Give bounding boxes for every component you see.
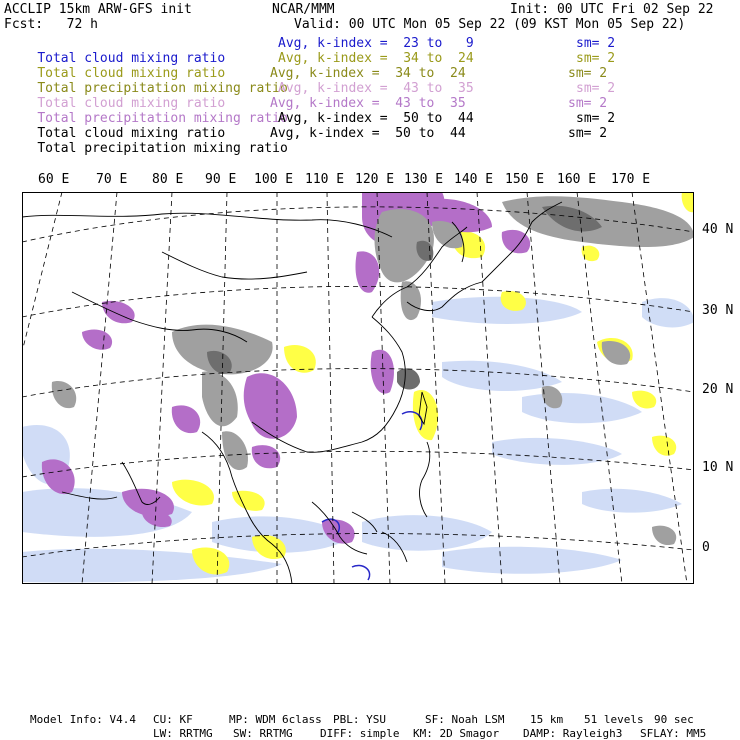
footer-item: SFLAY: MM5: [640, 727, 707, 740]
lat-label: 10 N: [702, 460, 734, 475]
legend-field: Total cloud mixing ratio: [37, 66, 226, 81]
lat-label: 30 N: [702, 303, 734, 318]
forecast-hour: Fcst: 72 h: [4, 17, 98, 32]
footer-item: SF: Noah LSM: [425, 713, 505, 726]
lon-label: 70 E: [96, 172, 128, 187]
footer-item: 15 km: [530, 713, 564, 726]
footer-item: MP: WDM 6class: [229, 713, 322, 726]
lon-label: 120 E: [355, 172, 395, 187]
lat-label: 20 N: [702, 382, 734, 397]
lon-label: 150 E: [505, 172, 545, 187]
valid-time: Valid: 00 UTC Mon 05 Sep 22 (09 KST Mon 05 Sep 22): [294, 17, 686, 32]
footer-item: SW: RRTMG: [233, 727, 293, 740]
legend-avg: Avg, k-index = 34 to 24: [278, 51, 474, 66]
lon-label: 60 E: [38, 172, 70, 187]
footer-item: LW: RRTMG: [153, 727, 213, 740]
legend-field: Total precipitation mixing ratio: [37, 111, 288, 126]
legend-sm: sm= 2: [576, 36, 616, 51]
lon-label: 90 E: [205, 172, 237, 187]
legend-field: Total cloud mixing ratio: [37, 51, 226, 66]
lon-label: 140 E: [454, 172, 494, 187]
footer-item: KM: 2D Smagor: [413, 727, 500, 740]
legend-avg: Avg, k-index = 43 to 35: [278, 81, 474, 96]
legend-avg: Avg, k-index = 23 to 9: [278, 36, 474, 51]
legend-sm: sm= 2: [576, 81, 616, 96]
legend-sm: sm= 2: [576, 51, 616, 66]
footer-item: Model Info: V4.4: [30, 713, 136, 726]
center-label: NCAR/MMM: [272, 2, 335, 17]
lon-label: 80 E: [152, 172, 184, 187]
init-time: Init: 00 UTC Fri 02 Sep 22: [510, 2, 714, 17]
legend-field: Total precipitation mixing ratio: [37, 141, 288, 156]
legend-sm: sm= 2: [568, 66, 608, 81]
legend-sm: sm= 2: [576, 111, 616, 126]
lon-label: 100 E: [254, 172, 294, 187]
legend-field: Total precipitation mixing ratio: [37, 81, 288, 96]
forecast-map: [22, 192, 694, 584]
lon-label: 160 E: [557, 172, 597, 187]
lon-label: 130 E: [404, 172, 444, 187]
footer-item: PBL: YSU: [333, 713, 386, 726]
plot-title: ACCLIP 15km ARW-GFS init: [4, 2, 192, 17]
footer-item: DAMP: Rayleigh3: [523, 727, 623, 740]
lat-label: 0: [702, 540, 710, 555]
legend-avg: Avg, k-index = 50 to 44: [270, 126, 466, 141]
legend-avg: Avg, k-index = 50 to 44: [278, 111, 474, 126]
legend-row: [6, 126, 288, 171]
lat-label: 40 N: [702, 222, 734, 237]
legend-sm: sm= 2: [568, 126, 608, 141]
lon-label: 170 E: [611, 172, 651, 187]
footer-item: DIFF: simple: [320, 727, 400, 740]
footer-item: CU: KF: [153, 713, 193, 726]
lon-label: 110 E: [305, 172, 345, 187]
legend-field: Total cloud mixing ratio: [37, 96, 226, 111]
footer-item: 51 levels: [584, 713, 644, 726]
footer-item: 90 sec: [654, 713, 694, 726]
legend-sm: sm= 2: [568, 96, 608, 111]
legend-avg: Avg, k-index = 43 to 35: [270, 96, 466, 111]
legend-field: Total cloud mixing ratio: [37, 126, 226, 141]
legend-avg: Avg, k-index = 34 to 24: [270, 66, 466, 81]
